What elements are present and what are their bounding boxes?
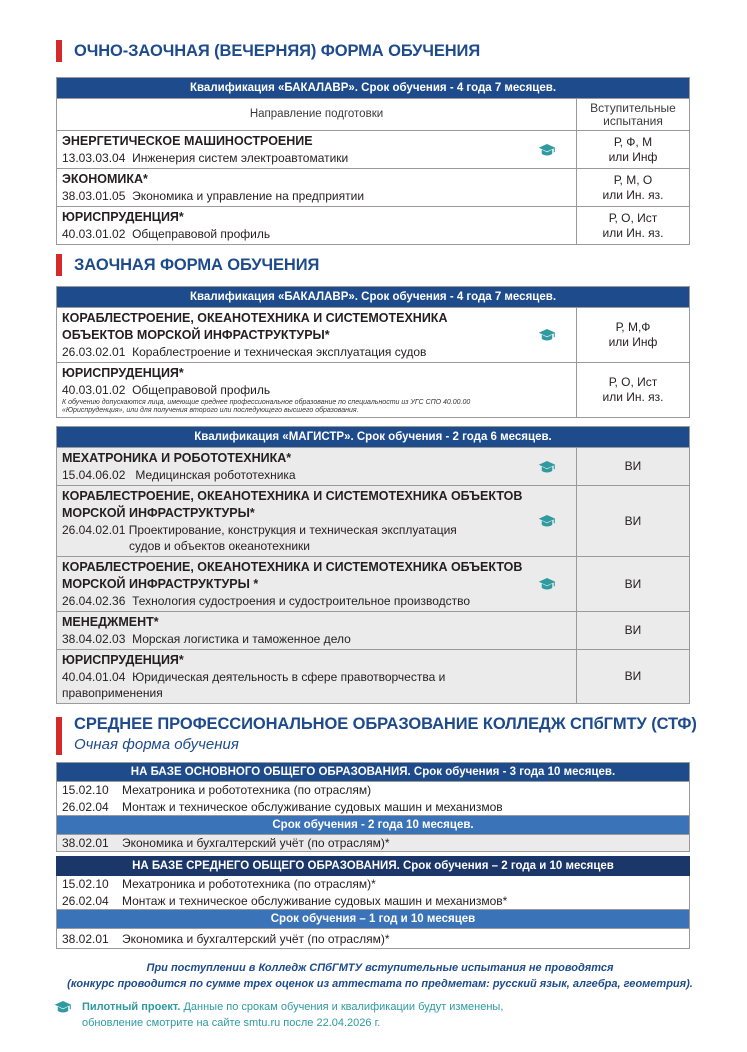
program-name: МЕХАТРОНИКА И РОБОТОТЕХНИКА*: [62, 451, 292, 465]
program-name: КОРАБЛЕСТРОЕНИЕ, ОКЕАНОТЕХНИКА И СИСТЕМОТЕХНИКА ОБЪЕКТОВ: [62, 560, 523, 574]
program-cell: [57, 169, 577, 207]
table-row: [57, 169, 690, 207]
section-title-distance: [56, 254, 319, 276]
spo-secondary-table: [56, 856, 690, 949]
program-profile: Технология судостроения и судостроительное производство: [132, 594, 471, 608]
program-code: 40.04.01.04: [62, 670, 126, 684]
program-profile: Экономика и управление на предприятии: [132, 189, 365, 203]
table-subheader: Срок обучения - 2 года 10 месяцев.: [57, 816, 690, 835]
program-name: ЮРИСПРУДЕНЦИЯ*: [62, 366, 184, 380]
pilot-label: Пилотный проект.: [82, 1001, 181, 1013]
section-title-evening: [56, 40, 480, 62]
graduation-cap-icon: [538, 577, 556, 591]
program-code: 26.04.02.36: [62, 594, 126, 608]
program-code: 38.04.02.03: [62, 632, 126, 646]
program-name: ЭНЕРГЕТИЧЕСКОЕ МАШИНОСТРОЕНИЕ: [62, 134, 313, 148]
program-name: Мехатроника и робототехника (по отраслям): [122, 783, 372, 798]
exams-cell: ВИ: [577, 557, 690, 612]
program-profile: Общеправовой профиль: [132, 383, 271, 397]
exams-line: Р, О, Ист: [608, 210, 658, 225]
table-header: Квалификация «МАГИСТР». Срок обучения - 2 года 6 месяцев.: [57, 427, 690, 448]
table-row: [57, 486, 690, 557]
program-code: 40.03.01.02: [62, 227, 126, 241]
program-cell: [57, 131, 577, 169]
column-header-program: Направление подготовки: [57, 99, 577, 131]
table-row: [57, 650, 690, 704]
table-row: [57, 612, 690, 650]
program-name: ЮРИСПРУДЕНЦИЯ*: [62, 653, 184, 667]
exams-line: или Ин. яз.: [602, 390, 664, 404]
program-code: 15.02.10: [62, 877, 109, 892]
exams-cell: [577, 207, 690, 245]
spo-basic-table: [56, 762, 690, 852]
table-row: [57, 448, 690, 486]
program-cell: [57, 207, 577, 245]
exams-line: или Ин. яз.: [602, 225, 664, 240]
pilot-project-note: [54, 999, 503, 1031]
table-row: [57, 893, 690, 910]
program-name: Экономика и бухгалтерский учёт (по отраслям)*: [122, 836, 390, 850]
section-heading: СРЕДНЕЕ ПРОФЕССИОНАЛЬНОЕ ОБРАЗОВАНИЕ КОЛЛЕДЖ СПбГМТУ (СТФ): [74, 715, 697, 733]
program-code: 26.03.02.01: [62, 345, 126, 359]
program-cell: [57, 448, 577, 486]
program-cell: [57, 308, 577, 363]
program-profile: правоприменения: [62, 686, 163, 700]
program-profile: Медицинская робототехника: [135, 468, 296, 482]
program-name: ЭКОНОМИКА*: [62, 172, 148, 186]
program-code: 26.02.04: [62, 893, 109, 908]
table-header: НА БАЗЕ ОСНОВНОГО ОБЩЕГО ОБРАЗОВАНИЯ. Срок обучения - 3 года 10 месяцев.: [57, 763, 690, 782]
program-cell: [57, 486, 577, 557]
accent-bar: [56, 254, 62, 276]
exams-cell: [577, 169, 690, 207]
exams-cell: ВИ: [577, 486, 690, 557]
table-row: [57, 799, 690, 816]
exams-line: Р, О, Ист: [608, 375, 658, 389]
program-name: Экономика и бухгалтерский учёт (по отраслям)*: [122, 931, 390, 946]
program-code: 38.02.01: [62, 836, 109, 850]
table-header: НА БАЗЕ СРЕДНЕГО ОБЩЕГО ОБРАЗОВАНИЯ. Срок обучения – 2 года и 10 месяцев: [57, 857, 690, 876]
graduation-cap-icon: [538, 460, 556, 474]
table-row: [57, 308, 690, 363]
exams-line: Р, Ф, М: [613, 134, 653, 149]
distance-bachelor-table: [56, 286, 690, 418]
distance-master-table: [56, 426, 690, 704]
accent-bar: [56, 717, 62, 755]
section-title-spo: [56, 715, 697, 755]
column-header-exams: Вступительные испытания: [577, 99, 690, 131]
program-name: МОРСКОЙ ИНФРАСТРУКТУРЫ*: [62, 506, 255, 520]
program-code: 15.02.10: [62, 783, 109, 798]
program-cell: [57, 557, 577, 612]
program-code: 26.04.02.01: [62, 523, 126, 537]
table-header: Квалификация «БАКАЛАВР». Срок обучения - 4 года 7 месяцев.: [57, 287, 690, 308]
program-code: 26.02.04: [62, 799, 109, 814]
exams-cell: ВИ: [577, 612, 690, 650]
program-note: К обучению допускаются лица, имеющие среднее профессиональное образование по специальности из УГС СПО 40.00.00 «Юриспруденция», или для получения второго или последующего высшего образования.: [62, 399, 471, 414]
program-profile: Кораблестроение и техническая эксплуатация судов: [132, 345, 427, 359]
table-row: [57, 929, 690, 949]
note-line: (конкурс проводится по сумме трех оценок из аттестата по предметам: русский язык, алгебра, геометрия).: [67, 978, 693, 990]
graduation-cap-icon: [538, 514, 556, 528]
program-profile: Инженерия систем электроавтоматики: [132, 151, 349, 165]
program-profile: Морская логистика и таможенное дело: [132, 632, 351, 646]
table-row: [57, 363, 690, 418]
program-code: 38.02.01: [62, 931, 109, 946]
program-profile: Юридическая деятельность в сфере правотворчества и: [132, 670, 446, 684]
note-line: При поступлении в Колледж СПбГМТУ вступительные испытания не проводятся: [146, 962, 614, 974]
program-name: Монтаж и техническое обслуживание судовых машин и механизмов: [122, 799, 503, 814]
program-name: КОРАБЛЕСТРОЕНИЕ, ОКЕАНОТЕХНИКА И СИСТЕМОТЕХНИКА: [62, 311, 448, 325]
accent-bar: [56, 40, 62, 62]
exams-cell: ВИ: [577, 448, 690, 486]
program-profile: Проектирование, конструкция и техническая эксплуатация: [128, 523, 457, 537]
program-profile: Общеправовой профиль: [132, 227, 271, 241]
table-row: [57, 876, 690, 893]
college-admission-note: [40, 960, 720, 992]
exams-line: Р, М, О: [613, 172, 653, 187]
program-code: 38.03.01.05: [62, 189, 126, 203]
pilot-text: обновление смотрите на сайте smtu.ru после 22.04.2026 г.: [82, 1017, 381, 1029]
exams-line: Р, М,Ф: [615, 320, 651, 334]
table-subheader: Срок обучения – 1 год и 10 месяцев: [57, 910, 690, 929]
exams-cell: ВИ: [577, 650, 690, 704]
program-cell: [57, 363, 577, 418]
program-cell: [57, 650, 577, 704]
program-name: ЮРИСПРУДЕНЦИЯ*: [62, 210, 184, 224]
exams-cell: [577, 363, 690, 418]
exams-cell: [577, 131, 690, 169]
program-name: МОРСКОЙ ИНФРАСТРУКТУРЫ *: [62, 577, 259, 591]
table-row: [57, 782, 690, 799]
program-code: 15.04.06.02: [62, 468, 126, 482]
exams-cell: [577, 308, 690, 363]
table-header: Квалификация «БАКАЛАВР». Срок обучения - 4 года 7 месяцев.: [57, 78, 690, 99]
table-row: [57, 557, 690, 612]
graduation-cap-icon: [538, 328, 556, 342]
program-code: 40.03.01.02: [62, 383, 126, 397]
section-heading: ОЧНО-ЗАОЧНАЯ (ВЕЧЕРНЯЯ) ФОРМА ОБУЧЕНИЯ: [74, 41, 481, 60]
program-profile: судов и объектов океанотехники: [129, 539, 310, 553]
program-cell: [57, 612, 577, 650]
section-heading: ЗАОЧНАЯ ФОРМА ОБУЧЕНИЯ: [74, 255, 320, 274]
evening-bachelor-table: [56, 77, 690, 245]
table-row: [57, 207, 690, 245]
graduation-cap-icon: [54, 1000, 72, 1014]
table-row: [57, 835, 690, 852]
pilot-text: Данные по срокам обучения и квалификации будут изменены,: [180, 1001, 504, 1013]
graduation-cap-icon: [538, 143, 556, 157]
program-name: КОРАБЛЕСТРОЕНИЕ, ОКЕАНОТЕХНИКА И СИСТЕМОТЕХНИКА ОБЪЕКТОВ: [62, 489, 523, 503]
exams-line: или Инф: [608, 149, 658, 164]
section-subheading: Очная форма обучения: [74, 736, 239, 753]
program-name: МЕНЕДЖМЕНТ*: [62, 615, 159, 629]
program-name: Мехатроника и робототехника (по отраслям)*: [122, 877, 376, 892]
exams-line: или Ин. яз.: [602, 187, 664, 202]
program-name: ОБЪЕКТОВ МОРСКОЙ ИНФРАСТРУКТУРЫ*: [62, 328, 330, 342]
program-name: Монтаж и техническое обслуживание судовых машин и механизмов*: [122, 893, 508, 908]
exams-line: или Инф: [608, 335, 658, 349]
table-row: [57, 131, 690, 169]
program-code: 13.03.03.04: [62, 151, 126, 165]
